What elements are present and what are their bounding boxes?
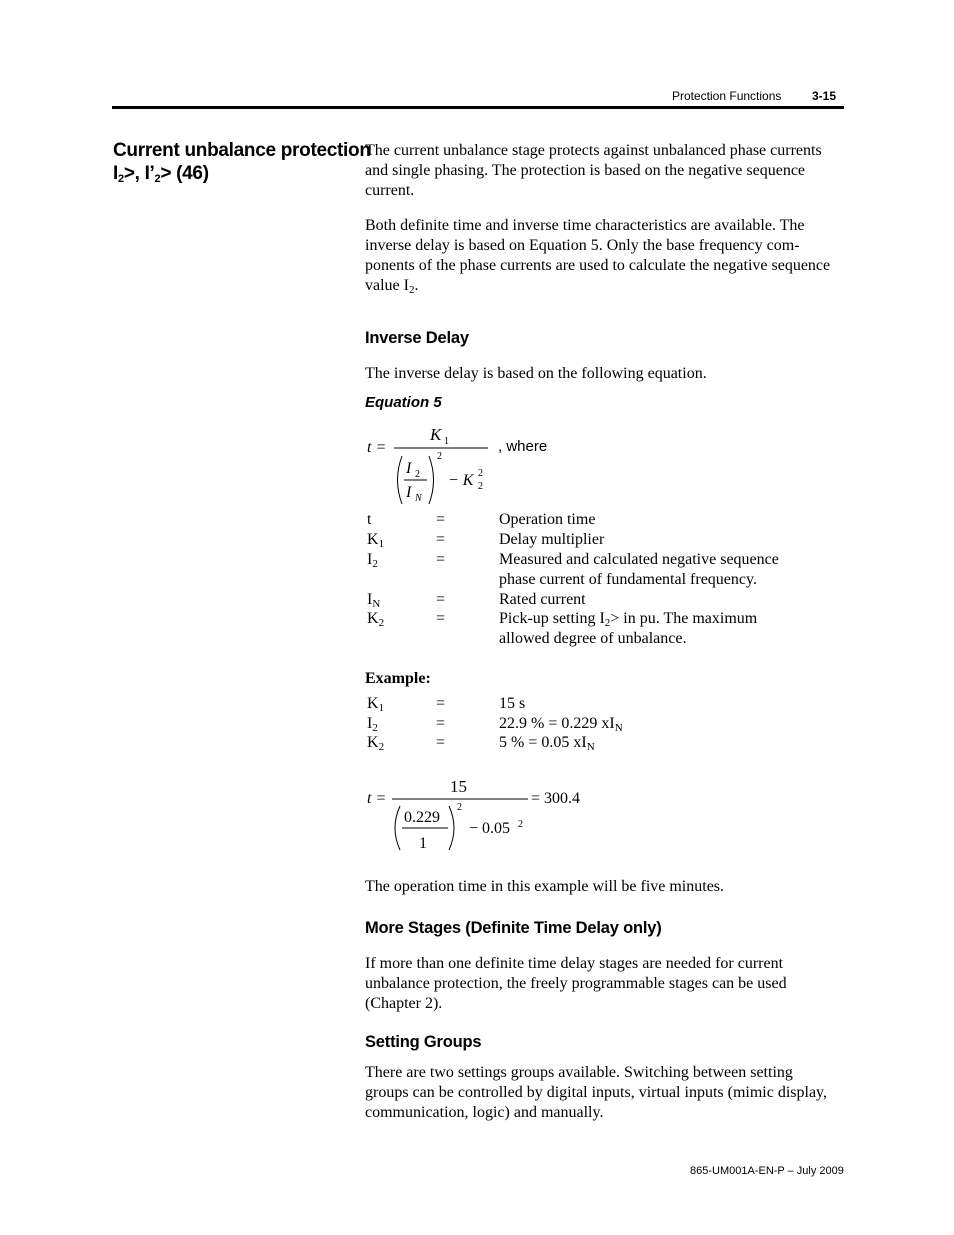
header-rule — [112, 106, 844, 109]
ex-inner-num: 0.229 — [404, 809, 440, 826]
variable-symbol: $K_1$ — [367, 531, 385, 550]
eq-right-paren — [429, 456, 434, 504]
variable-description: Operation time — [499, 511, 596, 528]
section-title — [113, 139, 371, 185]
eq-numerator-sub: 1 — [444, 436, 449, 447]
variable-symbol: $K_2$ — [367, 610, 385, 629]
example-symbol: $K_2$ — [367, 734, 385, 753]
equation-where: , where — [498, 438, 548, 455]
variable-equals: = — [436, 591, 446, 608]
setting-groups-text: There are two settings groups available. Switching between setting groups can be controlled by digital inputs, virtual inputs (mimic display, communication, logic) and manually. — [365, 1064, 827, 1121]
example-value: 5 % = 0.05 $xI_N$ — [499, 734, 595, 753]
example-value: 15 s — [499, 695, 526, 712]
eq-lhs: t = — [367, 439, 387, 456]
eq-numerator: K — [430, 425, 442, 444]
variable-description: Delay multiplier — [499, 531, 605, 548]
variable-description: Rated current — [499, 591, 586, 608]
ex-numerator: 15 — [450, 777, 467, 796]
ex-lhs: t = — [367, 790, 387, 807]
example-equals: = — [436, 695, 446, 712]
eq-minus-sub: 2 — [478, 481, 483, 492]
ex-inner-den: 1 — [419, 835, 427, 852]
variable-symbol: t — [367, 511, 372, 528]
ex-exponent: 2 — [457, 802, 462, 813]
inverse-delay-heading: Inverse Delay — [365, 329, 469, 347]
variable-symbol: $I_2$ — [367, 551, 378, 570]
ex-minus-term: − 0.05 — [469, 820, 511, 837]
example-symbol: $I_2$ — [367, 715, 378, 734]
variable-equals: = — [436, 511, 446, 528]
more-stages-heading: More Stages (Definite Time Delay only) — [365, 919, 662, 937]
eq-minus-term: − K — [448, 472, 474, 489]
ex-right-paren — [449, 806, 454, 850]
equation-label: Equation 5 — [365, 394, 442, 411]
example-symbol: $K_1$ — [367, 695, 385, 714]
running-header-section: Protection Functions — [672, 89, 782, 103]
variable-description: Pick-up setting $I_2>$ in pu. The maximum allowed degree of unbalance. — [499, 610, 758, 647]
section-title-line2: $I_2>$, $I’_2> (46)$ — [113, 163, 209, 185]
section-title-line1: Current unbalance protection — [113, 140, 371, 161]
variable-symbol: $I_N$ — [367, 591, 381, 610]
eq-inner-den: I — [406, 484, 412, 501]
intro-paragraph-1: The current unbalance stage protects against unbalanced phase currents and single phasing. The protection is based on the negative sequence current. — [365, 142, 822, 199]
example-equals: = — [436, 715, 446, 732]
example-value: 22.9 % = 0.229 $xI_N$ — [499, 715, 623, 734]
equation-5-formula — [360, 420, 560, 512]
ex-left-paren — [395, 806, 400, 850]
eq-left-paren — [398, 456, 403, 504]
eq-inner-num-sub: 2 — [415, 469, 420, 480]
example-equals: = — [436, 734, 446, 751]
variable-description: Measured and calculated negative sequence phase current of fundamental frequency. — [499, 551, 779, 588]
page-number: 3-15 — [812, 89, 837, 103]
example-label: Example: — [365, 670, 431, 687]
variable-equals: = — [436, 610, 446, 627]
page-footer: 865-UM001A-EN-P – July 2009 — [690, 1165, 844, 1177]
more-stages-text: If more than one definite time delay stages are needed for current unbalance protection, the freely programmable stages can be used (Chapter 2). — [365, 955, 787, 1012]
eq-exponent: 2 — [437, 451, 442, 462]
example-formula — [360, 772, 600, 856]
ex-result: = 300.4 — [531, 790, 581, 807]
inverse-delay-text: The inverse delay is based on the following equation. — [365, 365, 707, 382]
eq-inner-den-sub: N — [415, 493, 422, 504]
intro-paragraph-2: Both definite time and inverse time characteristics are available. The inverse delay is based on Equation 5. Only the base frequency components of the phase currents are used to calculate the negative sequence value $I_2$. — [365, 217, 831, 296]
variable-equals: = — [436, 531, 446, 548]
ex-minus-exp: 2 — [518, 819, 523, 830]
variable-equals: = — [436, 551, 446, 568]
example-conclusion: The operation time in this example will be five minutes. — [365, 878, 725, 895]
eq-inner-num: I — [406, 460, 412, 477]
eq-minus-exp: 2 — [478, 468, 483, 479]
setting-groups-heading: Setting Groups — [365, 1033, 482, 1051]
